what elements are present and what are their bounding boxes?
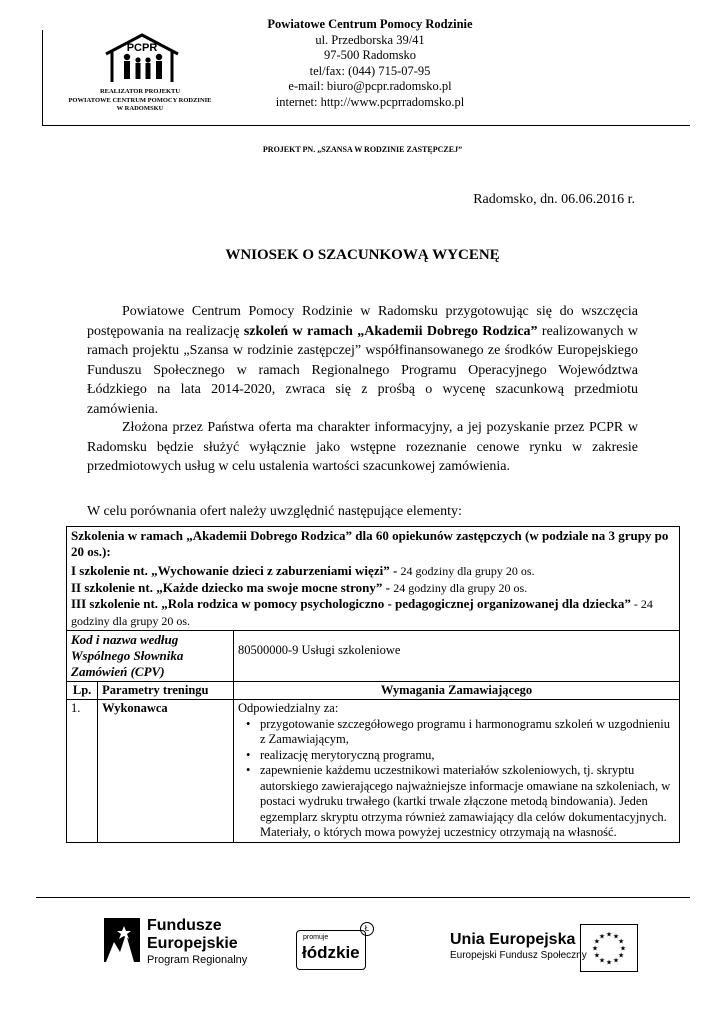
- eu-star-icon: ★: [612, 932, 620, 941]
- eu-line-2: Europejski Fundusz Społeczny: [450, 950, 587, 961]
- comparison-paragraph: W celu porównania ofert należy uwzględnić następujące elementy:: [87, 504, 462, 519]
- row-requirements: [234, 700, 680, 843]
- logo-text: PCPR: [126, 42, 158, 54]
- list-item: • zapewnienie każdemu uczestnikowi materiałów szkoleniowych, tj. skryptu autorskiego zawierającego najważniejsze informacje omawiane na szkoleniach, w postaci wydruku trwałego (kartki trwale złączone metodą bindowania). Jeden egzemplarz skryptu otrzyma również zamawiający dla celów dokumentacyjnych.: [260, 763, 675, 825]
- table-row: [67, 700, 680, 843]
- cpv-value: 80500000-9 Usługi szkoleniowe: [234, 631, 680, 682]
- training-overview-heading: Szkolenia w ramach „Akademii Dobrego Rodzica” dla 60 opiekunów zastępczych (w podziale na 3 grupy po 20 os.):: [71, 528, 669, 559]
- project-implementer: [50, 88, 230, 114]
- eu-star-icon: ★: [605, 958, 613, 967]
- project-name: PROJEKT PN. „SZANSA W RODZINIE ZASTĘPCZEJ”: [262, 145, 463, 154]
- row-parameter: Wykonawca: [98, 700, 234, 843]
- intro-paragraph: [87, 302, 638, 419]
- eu-star-icon: ★: [598, 932, 606, 941]
- header-vertical-rule: [42, 30, 43, 125]
- eu-star-icon: ★: [619, 944, 627, 953]
- table-header-row: [67, 682, 680, 700]
- eu-label: [450, 930, 587, 963]
- offer-paragraph: Złożona przez Państwa oferta ma charakter informacyjny, a jej pozyskanie przez PCPR w Radomsku będzie służyć wyłącznie jako wstępne rozeznanie cenowe rynku w zakresie przedmiotowych usług w celu ustalenia wartości szacunkowej zamówienia.: [87, 420, 638, 474]
- list-item: • realizację merytoryczną programu,: [260, 748, 675, 764]
- list-item: • przygotowanie szczegółowego programu i harmonogramu szkoleń w uzgodnieniu z Zamawiającym,: [260, 717, 675, 748]
- lodz-big-text: łódzkie: [302, 943, 360, 962]
- fe-line-3: Program Regionalny: [147, 954, 248, 966]
- realizator-line-1: REALIZATOR PROJEKTU: [99, 88, 181, 95]
- eu-star-icon: ★: [617, 937, 625, 946]
- realizator-line-3: W RADOMSKU: [116, 105, 164, 112]
- column-header-requirements: Wymagania Zamawiającego: [234, 682, 680, 700]
- eu-star-icon: ★: [593, 951, 601, 960]
- organization-contact: [220, 17, 520, 110]
- row-number: 1.: [67, 700, 98, 843]
- org-city: 97-500 Radomsko: [323, 48, 416, 62]
- course-3: III szkolenie nt. „Rola rodzica w pomocy psychologiczno - pedagogicznej organizowanej dla dziecka” - 24 godziny dla grupy 20 os.: [71, 596, 653, 628]
- document-title: WNIOSEK O SZACUNKOWĄ WYCENĘ: [225, 247, 500, 263]
- table-row-cpv: [67, 631, 680, 682]
- column-header-lp: Lp.: [67, 682, 98, 700]
- footer-rule: [36, 897, 690, 898]
- training-overview-cell: [67, 527, 680, 631]
- requirements-table: [66, 526, 680, 843]
- requirements-intro: Odpowiedzialny za:: [238, 701, 339, 715]
- fundusze-europejskie-label: [147, 917, 247, 968]
- table-row-intro: [67, 527, 680, 631]
- requirements-note: Materiały, o których mowa powyżej uczestnicy otrzymają na własność.: [260, 825, 617, 839]
- intro-text-b: realizowanych w ramach projektu „Szansa w rodzinie zastępczej” współfinansowanego ze środków Europejskiego Funduszu Społecznego w ramach Regionalnego Programu Operacyjnego Województwa Łódzkiego na lata 2014-2020, zwraca się z prośbą o wycenę szacunkową przedmiotu zamówienia.: [87, 323, 638, 417]
- eu-star-icon: ★: [605, 930, 613, 939]
- eu-star-icon: ★: [593, 937, 601, 946]
- org-name: Powiatowe Centrum Pomocy Rodzinie: [267, 17, 473, 31]
- course-1: I szkolenie nt. „Wychowanie dzieci z zaburzeniami więzi” - 24 godziny dla grupy 20 os.: [71, 563, 535, 578]
- requirements-list: [238, 717, 675, 826]
- column-header-params: Parametry treningu: [98, 682, 234, 700]
- intro-text-a: Powiatowe Centrum Pomocy Rodzinie w Radomsku przygotowując się do wszczęcia postępowania na realizację: [87, 304, 638, 339]
- eu-star-icon: ★: [617, 951, 625, 960]
- fundusze-europejskie-logo-icon: [100, 912, 144, 968]
- intro-text-bold: szkoleń w ramach „Akademii Dobrego Rodzica”: [243, 323, 538, 339]
- header-horizontal-rule: [42, 125, 690, 126]
- lodzkie-mark-icon: Ł: [360, 922, 374, 936]
- eu-line-1: Unia Europejska: [450, 931, 576, 948]
- promuje-lodzkie-logo: [296, 930, 366, 970]
- pcpr-house-logo-icon: [100, 32, 184, 84]
- eu-star-icon: ★: [612, 956, 620, 965]
- fe-line-1: Fundusze: [147, 917, 222, 934]
- course-2: II szkolenie nt. „Każde dziecko ma swoje mocne strony” - 24 godziny dla grupy 20 os.: [71, 579, 528, 595]
- eu-star-icon: ★: [598, 956, 606, 965]
- document-date: Radomsko, dn. 06.06.2016 r.: [473, 192, 635, 207]
- org-phone: tel/fax: (044) 715-07-95: [309, 63, 431, 78]
- org-website: internet: http://www.pcprradomsko.pl: [275, 94, 465, 109]
- org-email: e-mail: biuro@pcpr.radomsko.pl: [288, 79, 452, 93]
- eu-star-icon: ★: [591, 944, 599, 953]
- eu-flag-icon: [580, 924, 638, 972]
- fe-line-2: Europejskie: [147, 935, 238, 952]
- cpv-label: Kod i nazwa według Wspólnego Słownika Zamówień (CPV): [67, 631, 234, 682]
- realizator-line-2: POWIATOWE CENTRUM POMOCY RODZINIE: [68, 96, 212, 104]
- lodz-small-text: promuje: [303, 934, 329, 941]
- org-street: ul. Przedborska 39/41: [315, 32, 425, 47]
